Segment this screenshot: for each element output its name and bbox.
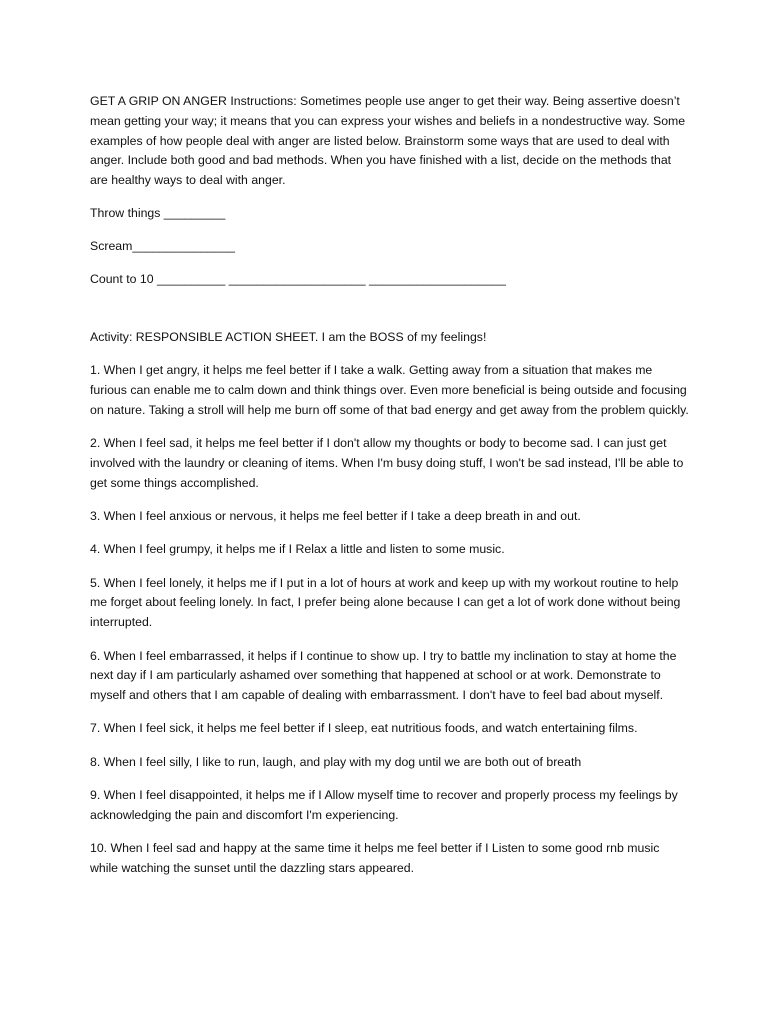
list-item: 8. When I feel silly, I like to run, laugh, and play with my dog until we are both out of breath (90, 754, 582, 769)
list-item: 3. When I feel anxious or nervous, it helps me feel better if I take a deep breath in and out. (90, 509, 581, 524)
fill-line-count-to-10: Count to 10 __________ ____________________ ____________________ (90, 271, 506, 286)
document-page (90, 92, 690, 892)
fill-line-throw-things: Throw things _________ (90, 205, 226, 220)
section-spacer (90, 303, 690, 328)
instructions-paragraph: GET A GRIP ON ANGER Instructions: Sometimes people use anger to get their way. Being assertive doesn’t mean getting your way; it means that you can express your wishes and beliefs in a nondestructive way. Some examples of how people deal with anger are listed below. Brainstorm some ways that are used to deal with anger. Include both good and bad methods. When you have finished with a list, decide on the methods that are healthy ways to deal with anger. (90, 94, 686, 188)
list-item: 6. When I feel embarrassed, it helps if I continue to show up. I try to battle my inclination to stay at home the next day if I am particularly ashamed over something that happened at school or at work. Demonstrate to myself and others that I am capable of dealing with embarrassment. I don't have to feel bad about myself. (90, 648, 677, 703)
activity-title: Activity: RESPONSIBLE ACTION SHEET. I am the BOSS of my feelings! (90, 329, 487, 344)
list-item: 7. When I feel sick, it helps me feel better if I sleep, eat nutritious foods, and watch entertaining films. (90, 721, 638, 736)
fill-line-scream: Scream_______________ (90, 238, 235, 253)
list-item: 2. When I feel sad, it helps me feel better if I don't allow my thoughts or body to become sad. I can just get involved with the laundry or cleaning of items. When I'm busy doing stuff, I won't be sad instead, I'll be able to get some things accomplished. (90, 436, 684, 490)
list-item: 1. When I get angry, it helps me feel better if I take a walk. Getting away from a situation that makes me furious can enable me to calm down and think things over. Even more beneficial is being outside and focusing on nature. Taking a stroll will help me burn off some of that bad energy and get away from the problem quickly. (90, 363, 689, 417)
list-item: 9. When I feel disappointed, it helps me if I Allow myself time to recover and properly process my feelings by acknowledging the pain and discomfort I'm experiencing. (90, 787, 678, 822)
list-item: 10. When I feel sad and happy at the same time it helps me feel better if I Listen to some good rnb music while watching the sunset until the dazzling stars appeared. (90, 841, 660, 875)
list-item: 5. When I feel lonely, it helps me if I put in a lot of hours at work and keep up with my workout routine to help me forget about feeling lonely. In fact, I prefer being alone because I can get a lot of work done without being interrupted. (90, 575, 681, 630)
list-item: 4. When I feel grumpy, it helps me if I Relax a little and listen to some music. (90, 542, 505, 557)
